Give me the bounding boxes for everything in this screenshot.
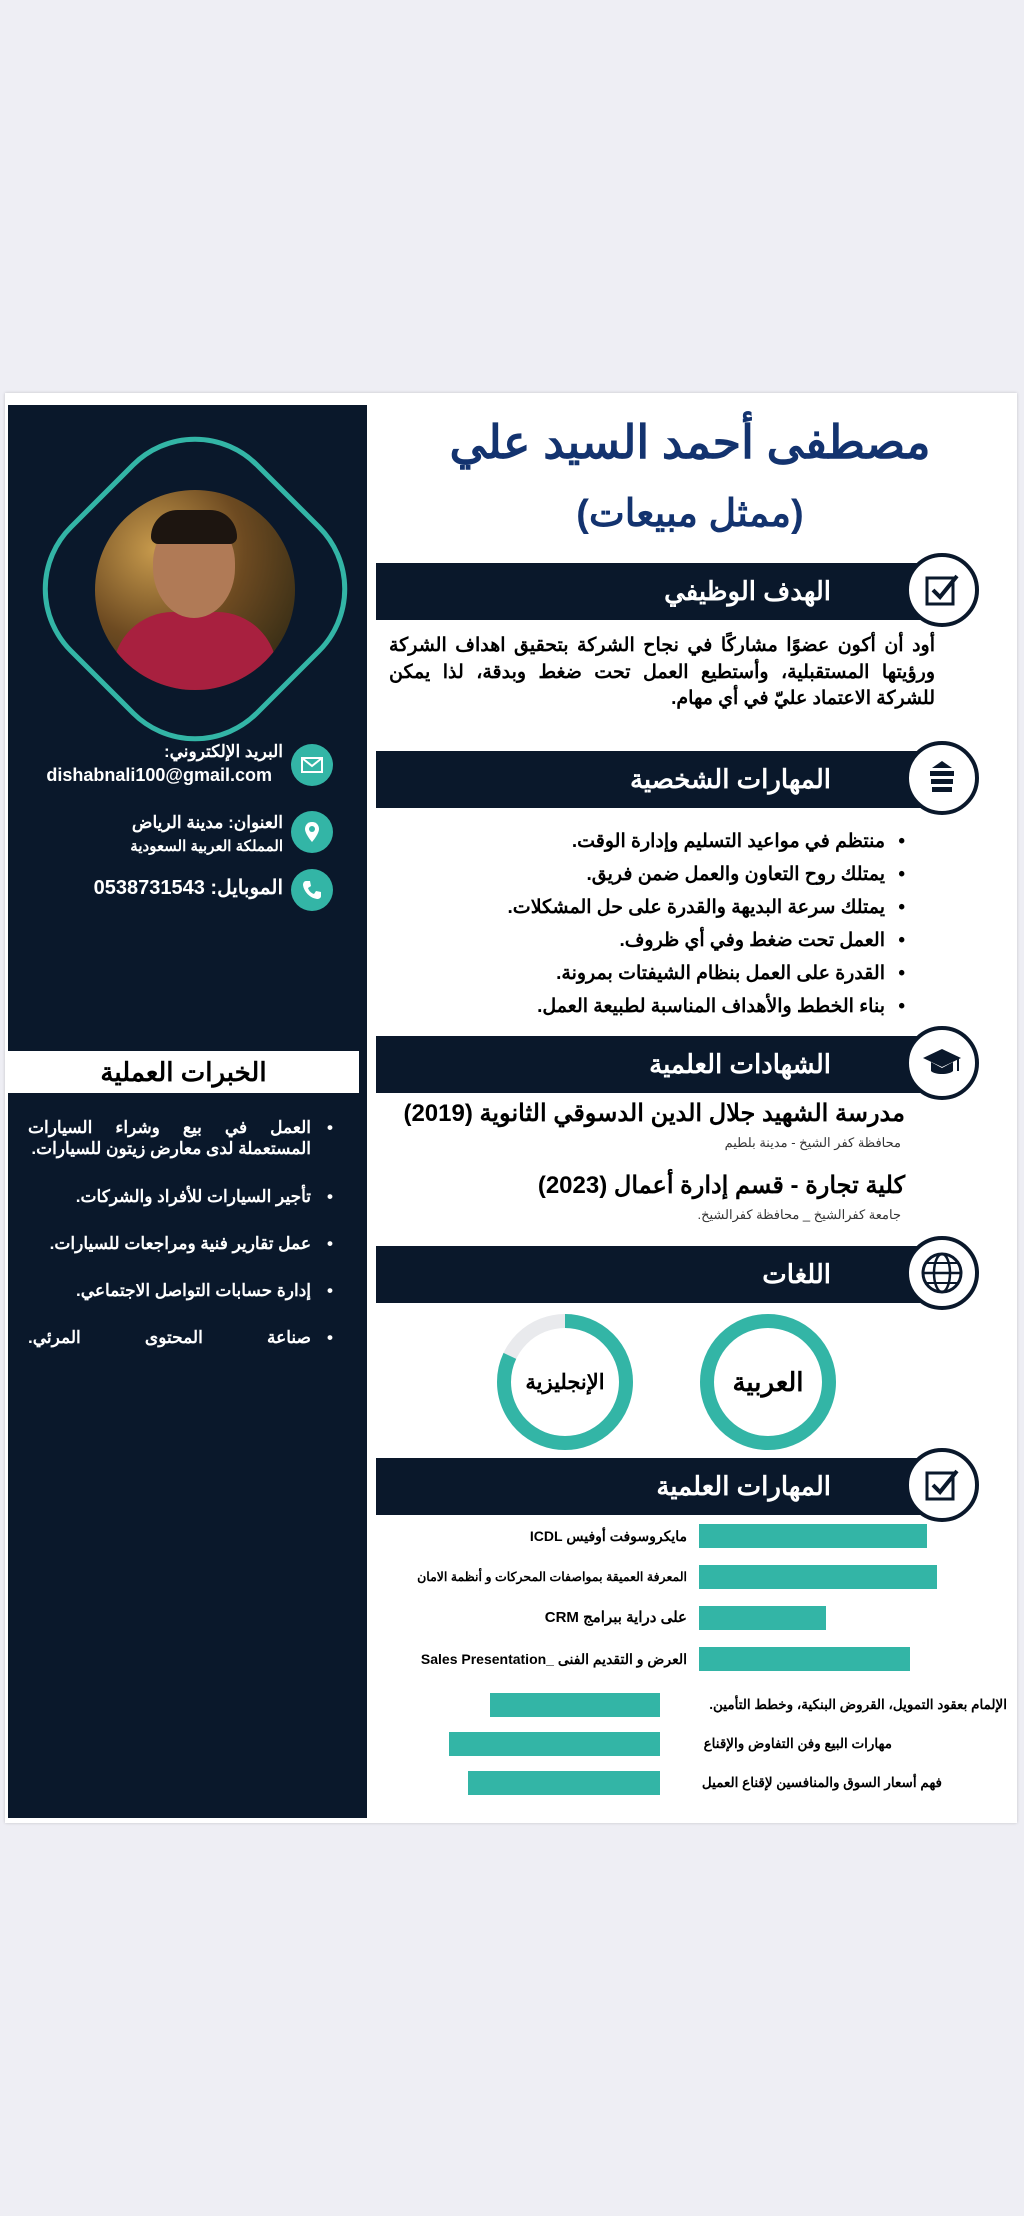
experience-heading: الخبرات العملية (8, 1051, 359, 1093)
personal-skill-item: • يمتلك سرعة البديهة والقدرة على حل المشكلات. (405, 891, 905, 924)
personal-skill-item: • يمتلك روح التعاون والعمل ضمن فريق. (405, 858, 905, 891)
skill-level-bar (699, 1647, 910, 1671)
sidebar (8, 405, 367, 1818)
email-address[interactable]: dishabnali100@gmail.com (46, 765, 272, 785)
personal-skills-bar (376, 751, 931, 808)
experience-item: • عمل تقارير فنية ومراجعات للسيارات. (28, 1233, 333, 1254)
skill-label: العرض و التقديم الفنى _Sales Presentation (420, 1651, 687, 1667)
experience-item: • تأجير السيارات للأفراد والشركات. (28, 1186, 333, 1207)
skill-label: فهم أسعار السوق والمنافسين لإقناع العميل (701, 1775, 942, 1790)
objective-bar (376, 563, 931, 620)
skill-label: مهارات البيع وفن التفاوض والإقناع (703, 1736, 892, 1751)
certificates-heading: الشهادات العلمية (649, 1049, 831, 1079)
email-label: البريد الإلكتروني: (163, 742, 283, 761)
skill-label: المعرفة العميقة بمواصفات المحركات و أنظمة الامان (417, 1570, 687, 1584)
tech-skills-heading: المهارات العلمية (656, 1471, 831, 1501)
address-country: المملكة العربية السعودية (130, 838, 283, 855)
personal-skill-item: • منتظم في مواعيد التسليم وإدارة الوقت. (405, 825, 905, 858)
skill-label: على دراية ببرامج CRM (544, 1609, 687, 1626)
globe-icon (905, 1236, 979, 1310)
skills-stack-icon (905, 741, 979, 815)
job-title: (ممثل مبيعات) (576, 493, 804, 535)
objective-text: أود أن أكون عضوًا مشاركًا في نجاح الشركة بتحقيق اهداف الشركة ورؤيتها المستقبلية، وأستطيع العمل تحت ضغط وبدقة، لذا يمكن للشركة الاعتماد عليّ في أي مهام. (389, 635, 935, 710)
phone-icon (291, 869, 333, 911)
skill-level-bar (699, 1565, 937, 1589)
checkbox-icon (905, 553, 979, 627)
graduation-cap-icon (905, 1026, 979, 1100)
email-icon (291, 744, 333, 786)
skill-level-bar (490, 1693, 660, 1717)
experience-item: • إدارة حسابات التواصل الاجتماعي. (28, 1280, 333, 1301)
certificate-title: مدرسة الشهيد جلال الدين الدسوقي الثانوية (2019) (403, 1100, 905, 1127)
tech-skills-bar (376, 1458, 931, 1515)
certificates-bar (376, 1036, 931, 1093)
cv-page (5, 393, 1017, 1823)
experience-item: • صناعة المحتوى المرئي. (28, 1327, 333, 1348)
skill-label: مايكروسوفت أوفيس ICDL (529, 1528, 687, 1544)
experience-list (28, 1117, 333, 1375)
profile-photo (95, 490, 295, 690)
languages-heading: اللغات (762, 1259, 831, 1289)
language-ring-english (495, 1312, 635, 1452)
checkbox-icon (905, 1448, 979, 1522)
location-icon (291, 811, 333, 853)
skill-label: الإلمام بعقود التمويل، القروض البنكية، وخطط التأمين. (709, 1697, 1007, 1712)
address-line: العنوان: مدينة الرياض (131, 813, 283, 832)
skill-level-bar (468, 1771, 660, 1795)
languages-bar (376, 1246, 931, 1303)
personal-skills-list (405, 825, 905, 1023)
skill-level-bar (699, 1524, 927, 1548)
language-ring-arabic (698, 1312, 838, 1452)
personal-skill-item: • بناء الخطط والأهداف المناسبة لطبيعة العمل. (405, 990, 905, 1023)
skill-level-bar (699, 1606, 826, 1630)
candidate-name: مصطفى أحمد السيد علي (449, 416, 931, 468)
experience-item: • العمل في بيع وشراء السيارات المستعملة لدى معارض زيتون للسيارات. (28, 1117, 333, 1160)
personal-skill-item: • القدرة على العمل بنظام الشيفتات بمرونة. (405, 957, 905, 990)
mobile-number[interactable]: الموبايل: 0538731543 (93, 877, 283, 899)
personal-skills-heading: المهارات الشخصية (629, 764, 831, 794)
skill-level-bar (449, 1732, 660, 1756)
language-name: العربية (732, 1366, 804, 1397)
certificate-location: جامعة كفرالشيخ _ محافظة كفرالشيخ. (697, 1207, 901, 1222)
certificate-location: محافظة كفر الشيخ - مدينة بلطيم (724, 1135, 901, 1150)
language-name: الإنجليزية (525, 1370, 605, 1394)
personal-skill-item: • العمل تحت ضغط وفي أي ظروف. (405, 924, 905, 957)
certificate-title: كلية تجارة - قسم إدارة أعمال (2023) (537, 1172, 905, 1199)
objective-heading: الهدف الوظيفي (664, 576, 831, 606)
